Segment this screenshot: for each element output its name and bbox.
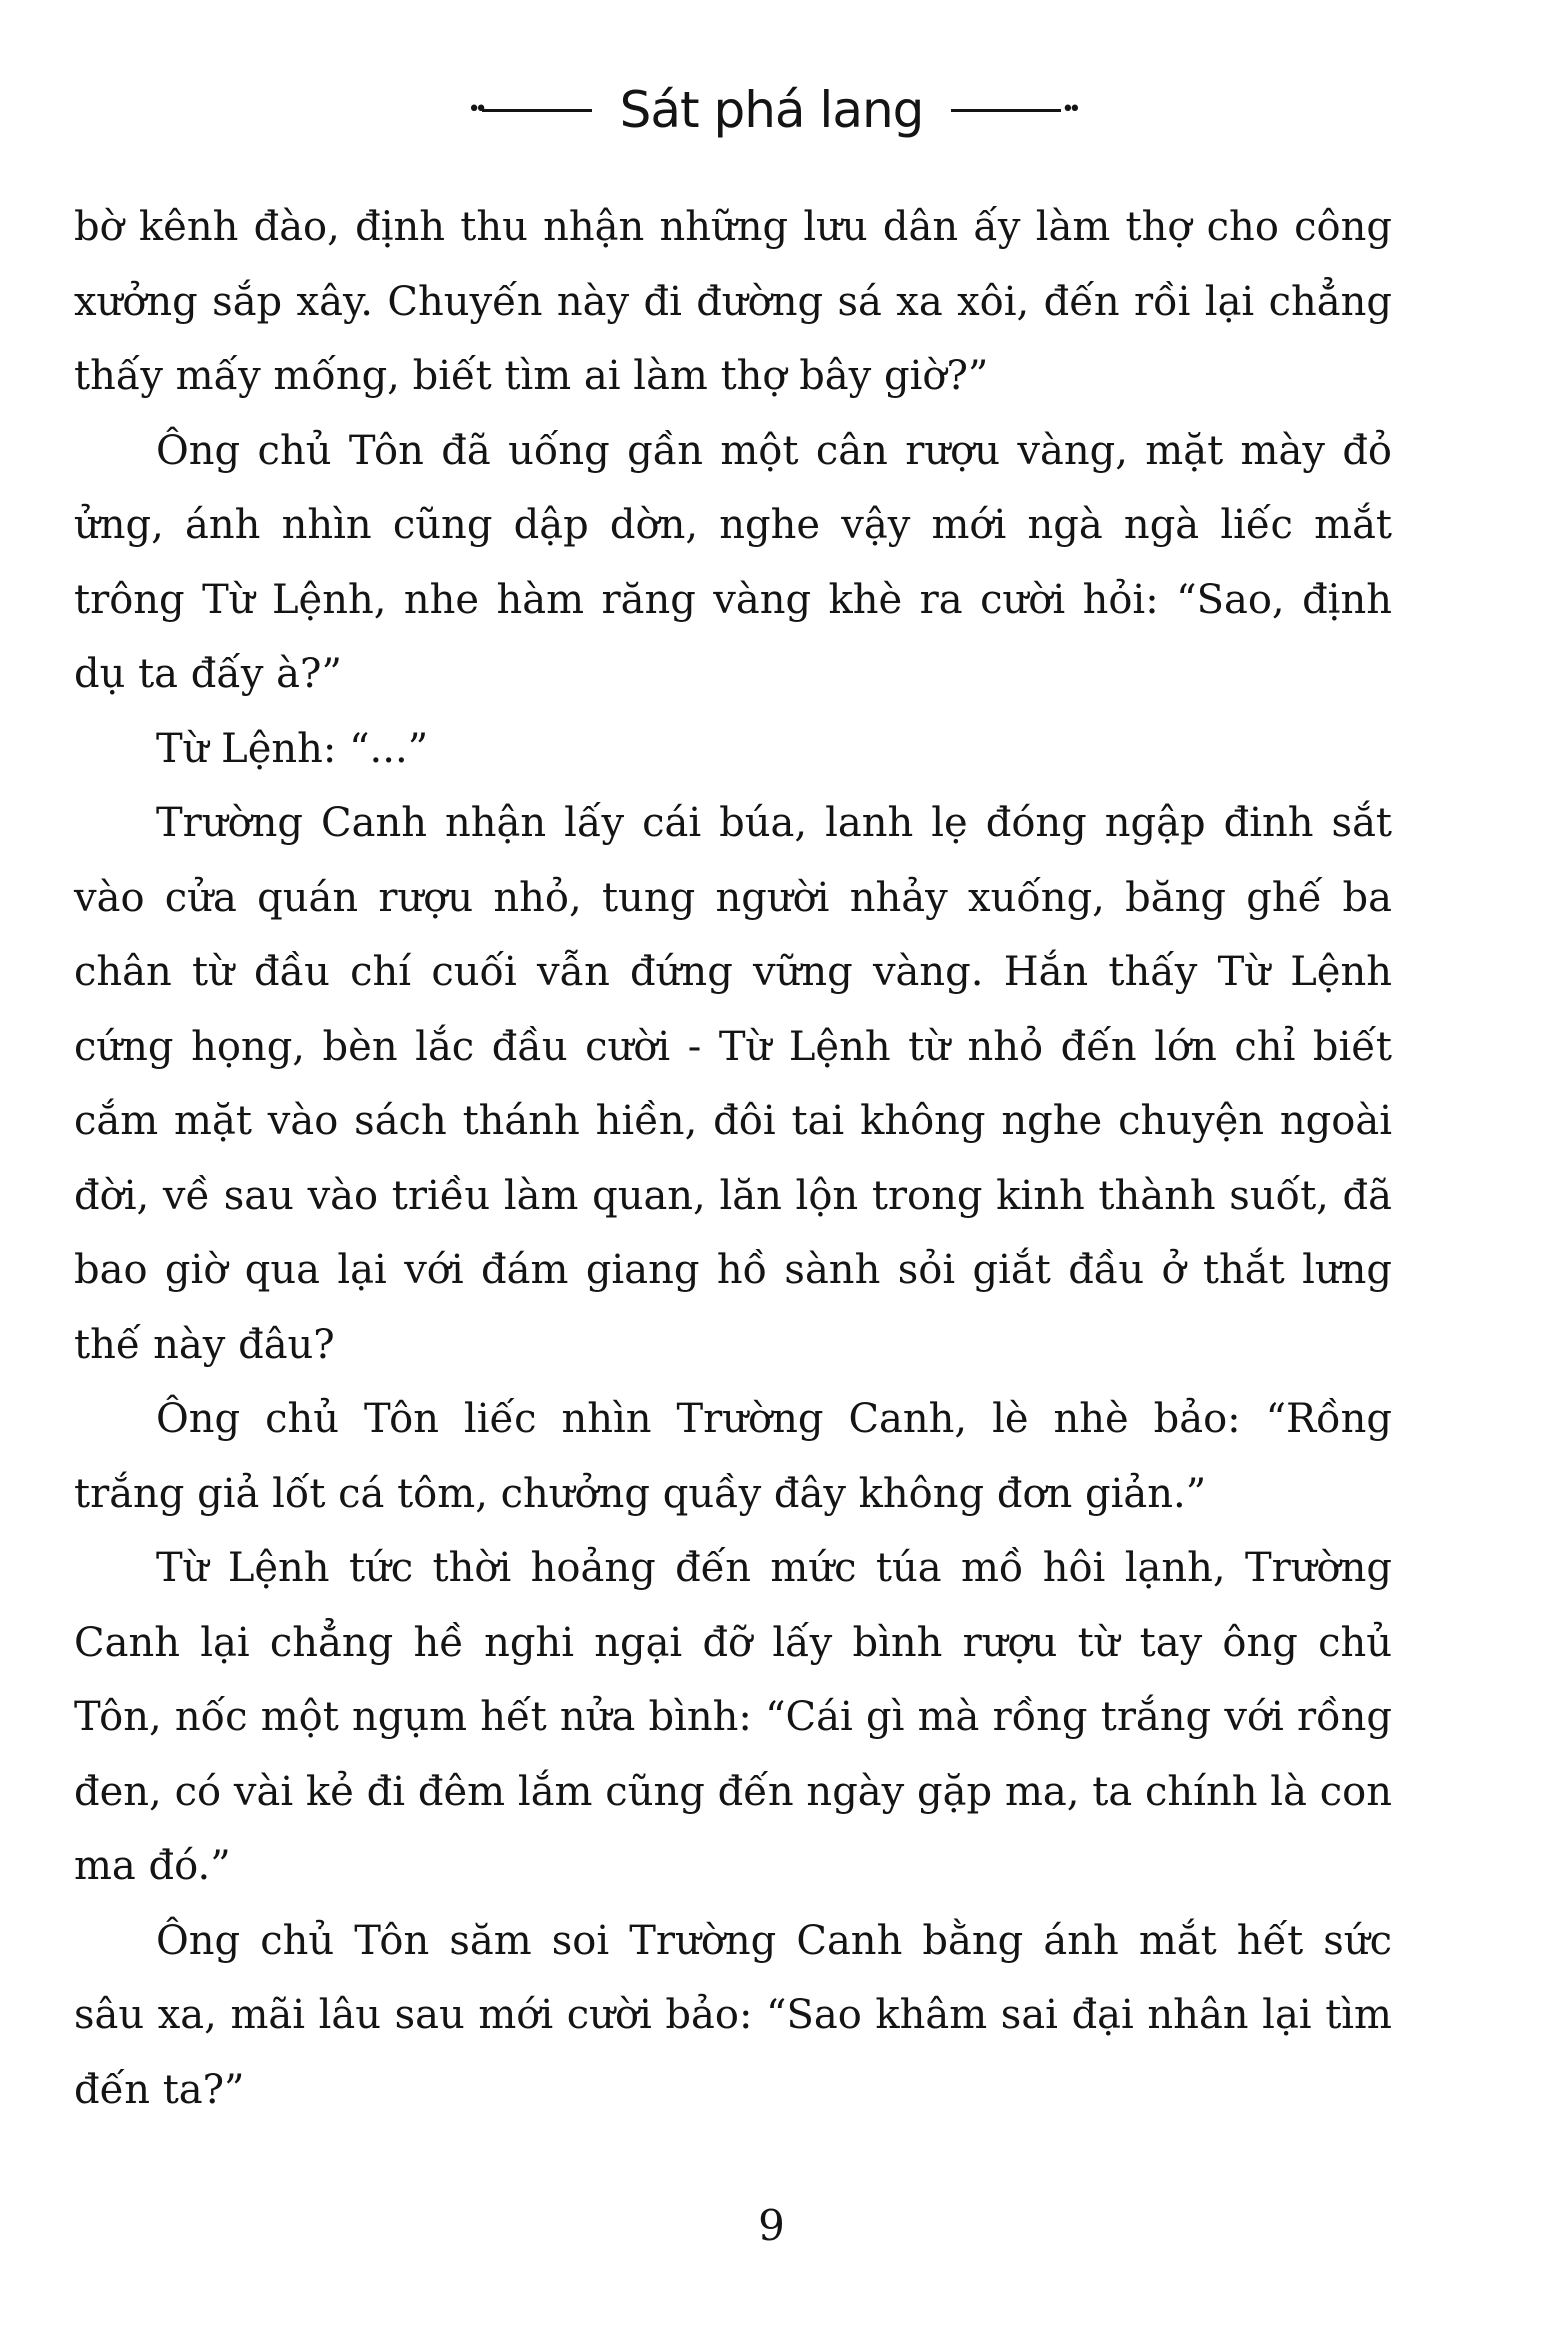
book-title: Sát phá lang [619, 81, 924, 139]
running-header [0, 70, 1543, 150]
header-ornament-right [951, 99, 1075, 121]
header-ornament-left [468, 99, 592, 121]
paragraph: Ông chủ Tôn săm soi Trường Canh bằng ánh mắt hết sức sâu xa, mãi lâu sau mới cười bảo: “Sao khâm sai đại nhân lại tìm đến ta?” [74, 1917, 1392, 2113]
paragraph-continuation: bờ kênh đào, định thu nhận những lưu dân ấy làm thợ cho công xưởng sắp xây. Chuyến này đi đường sá xa xôi, đến rồi lại chẳng thấy mấy mống, biết tìm ai làm thợ bây giờ?” [74, 204, 1392, 399]
ornament-dots-icon: •• [1061, 97, 1076, 122]
ornament-rule [951, 109, 1061, 112]
paragraph: Từ Lệnh tức thời hoảng đến mức túa mồ hôi lạnh, Trường Canh lại chẳng hề nghi ngại đỡ lấy bình rượu từ tay ông chủ Tôn, nốc một ngụm hết nửa bình: “Cái gì mà rồng trắng với rồng đen, có vài kẻ đi đêm lắm cũng đến ngày gặp ma, ta chính là con ma đó.” [74, 1545, 1392, 1889]
body-text [74, 190, 1392, 2127]
paragraph: Trường Canh nhận lấy cái búa, lanh lẹ đóng ngập đinh sắt vào cửa quán rượu nhỏ, tung người nhảy xuống, băng ghế ba chân từ đầu chí cuối vẫn đứng vững vàng. Hắn thấy Từ Lệnh cứng họng, bèn lắc đầu cười - Từ Lệnh từ nhỏ đến lớn chỉ biết cắm mặt vào sách thánh hiền, đôi tai không nghe chuyện ngoài đời, về sau vào triều làm quan, lăn lộn trong kinh thành suốt, đã bao giờ qua lại với đám giang hồ sành sỏi giắt đầu ở thắt lưng thế này đâu? [74, 800, 1392, 1368]
paragraph: Từ Lệnh: “...” [156, 725, 429, 772]
ornament-dots-icon: •• [467, 97, 482, 122]
paragraph: Ông chủ Tôn liếc nhìn Trường Canh, lè nhè bảo: “Rồng trắng giả lốt cá tôm, chưởng quầy đây không đơn giản.” [74, 1396, 1392, 1517]
paragraph: Ông chủ Tôn đã uống gần một cân rượu vàng, mặt mày đỏ ửng, ánh nhìn cũng dập dờn, nghe vậy mới ngà ngà liếc mắt trông Từ Lệnh, nhe hàm răng vàng khè ra cười hỏi: “Sao, định dụ ta đấy à?” [74, 427, 1392, 697]
ornament-rule [482, 109, 592, 112]
page-number: 9 [758, 2201, 785, 2250]
